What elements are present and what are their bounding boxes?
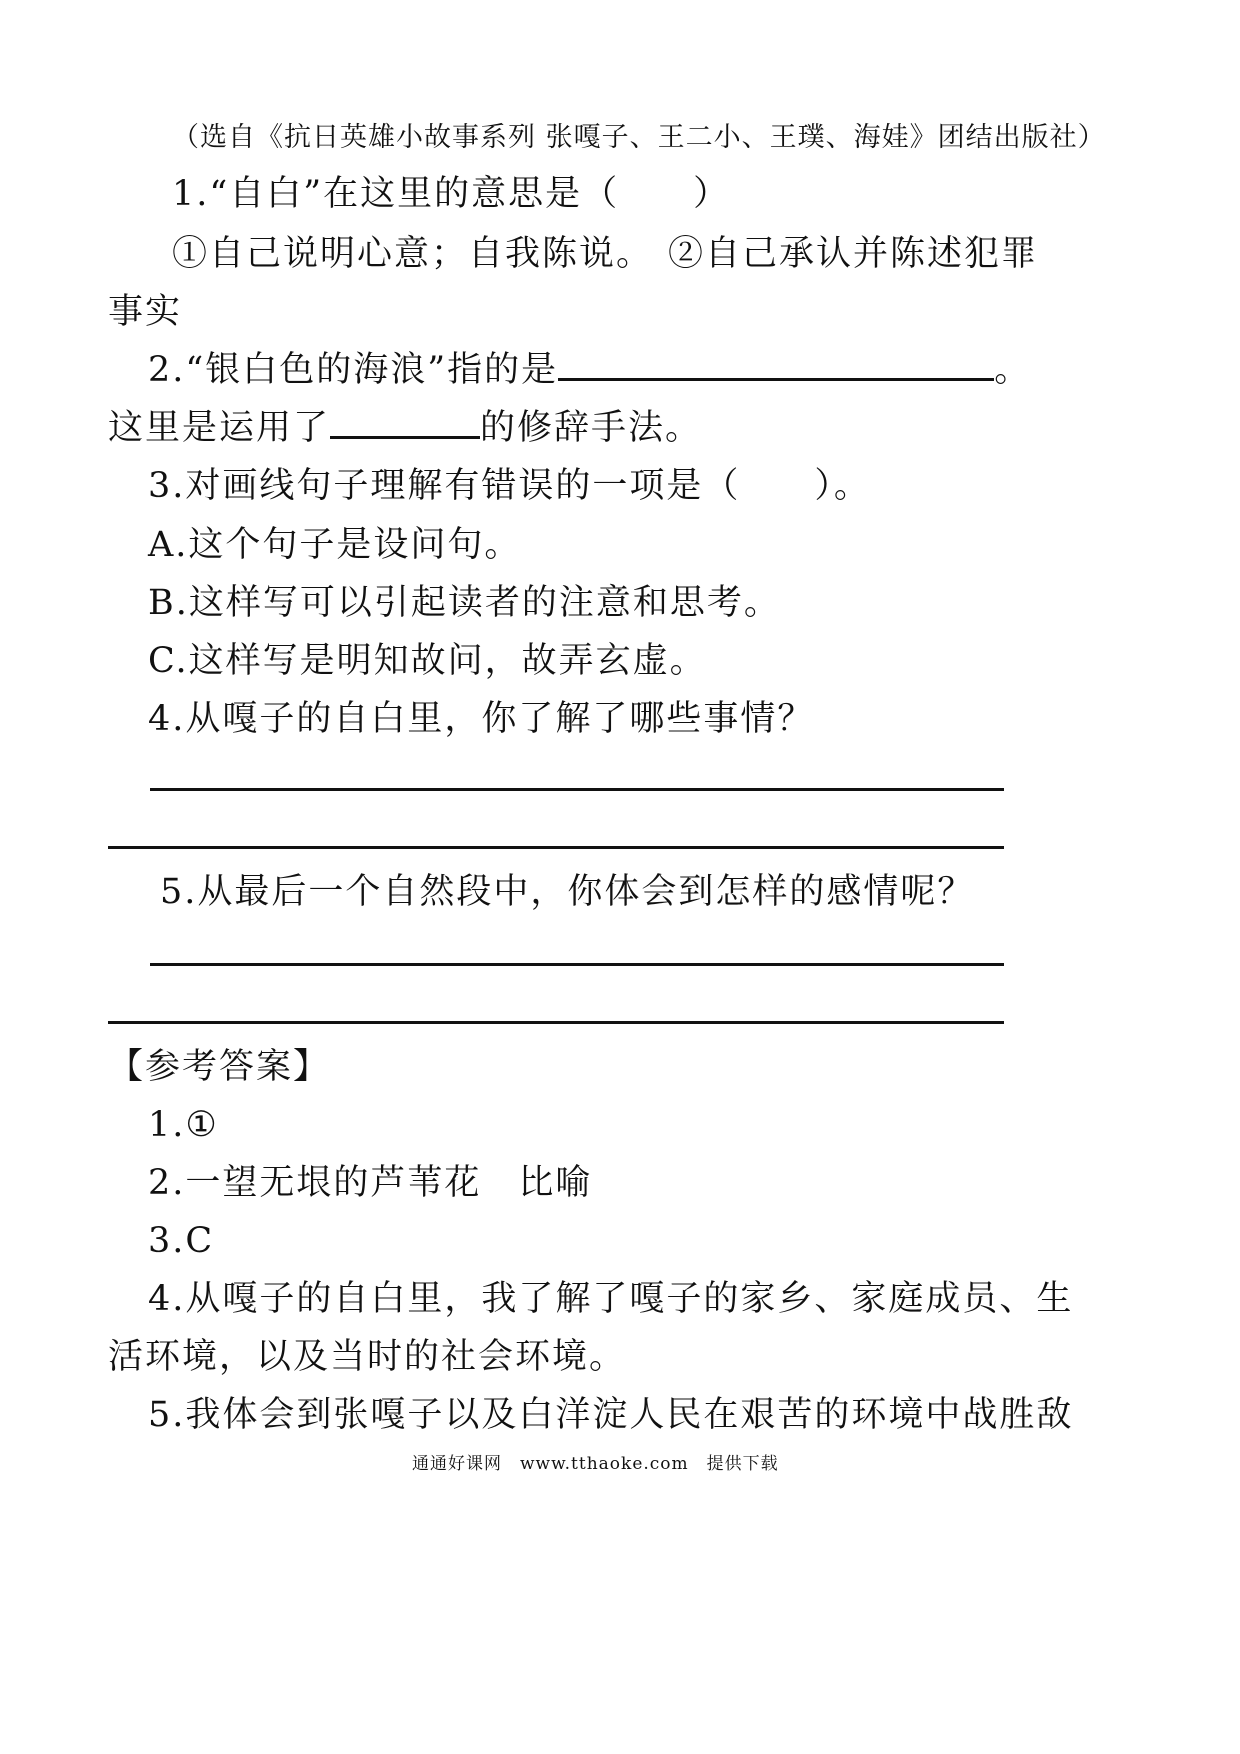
- answer-5-line-1: 5.我体会到张嘎子以及白洋淀人民在艰苦的环境中战胜敌: [148, 1395, 1074, 1435]
- question-3-stem: 3.对画线句子理解有错误的一项是（ ）。: [148, 466, 871, 506]
- answer-line[interactable]: [150, 963, 1004, 966]
- question-2-text-c: 这里是运用了: [108, 408, 331, 448]
- question-4-stem: 4.从嘎子的自白里，你了解了哪些事情？: [148, 699, 815, 739]
- question-3-option-c: C.这样写是明知故问，故弄玄虚。: [148, 641, 707, 681]
- answer-line[interactable]: [108, 846, 1004, 849]
- footer-text: 通通好课网 www.tthaoke.com 提供下载: [412, 1454, 779, 1474]
- question-2-line-1: [148, 348, 1031, 392]
- answer-3: 3.C: [148, 1221, 215, 1261]
- question-2-text-d: 的修辞手法。: [480, 408, 703, 448]
- answer-4-line-2: 活环境，以及当时的社会环境。: [108, 1337, 627, 1377]
- answer-1: 1.①: [148, 1105, 219, 1145]
- answer-key-heading: 【参考答案】: [108, 1047, 331, 1087]
- question-2-text-b: 。: [994, 350, 1032, 390]
- answer-blank-long[interactable]: [558, 348, 994, 381]
- answer-4-line-1: 4.从嘎子的自白里，我了解了嘎子的家乡、家庭成员、生: [148, 1279, 1074, 1319]
- answer-line[interactable]: [108, 1021, 1004, 1024]
- question-2-line-2: [108, 406, 702, 450]
- question-1-option-2-continued: 事实: [108, 292, 183, 332]
- question-1-option-1: ①自己说明心意；自我陈说。: [172, 234, 654, 274]
- question-5-stem: 5.从最后一个自然段中，你体会到怎样的感情呢？: [160, 872, 975, 912]
- question-2-text-a: 2.“银白色的海浪”指的是: [148, 350, 559, 390]
- answer-blank-short[interactable]: [330, 406, 480, 439]
- question-1-stem: 1.“自白”在这里的意思是（ ）: [172, 174, 731, 214]
- source-citation: （选自《抗日英雄小故事系列 张嘎子、王二小、王璞、海娃》团结出版社）: [172, 122, 1106, 153]
- answer-2: 2.一望无垠的芦苇花 比喻: [148, 1163, 593, 1203]
- question-3-option-b: B.这样写可以引起读者的注意和思考。: [148, 583, 781, 623]
- question-1-option-2: ②自己承认并陈述犯罪: [668, 234, 1039, 274]
- question-3-option-a: A.这个句子是设问句。: [148, 525, 522, 565]
- answer-line[interactable]: [150, 788, 1004, 791]
